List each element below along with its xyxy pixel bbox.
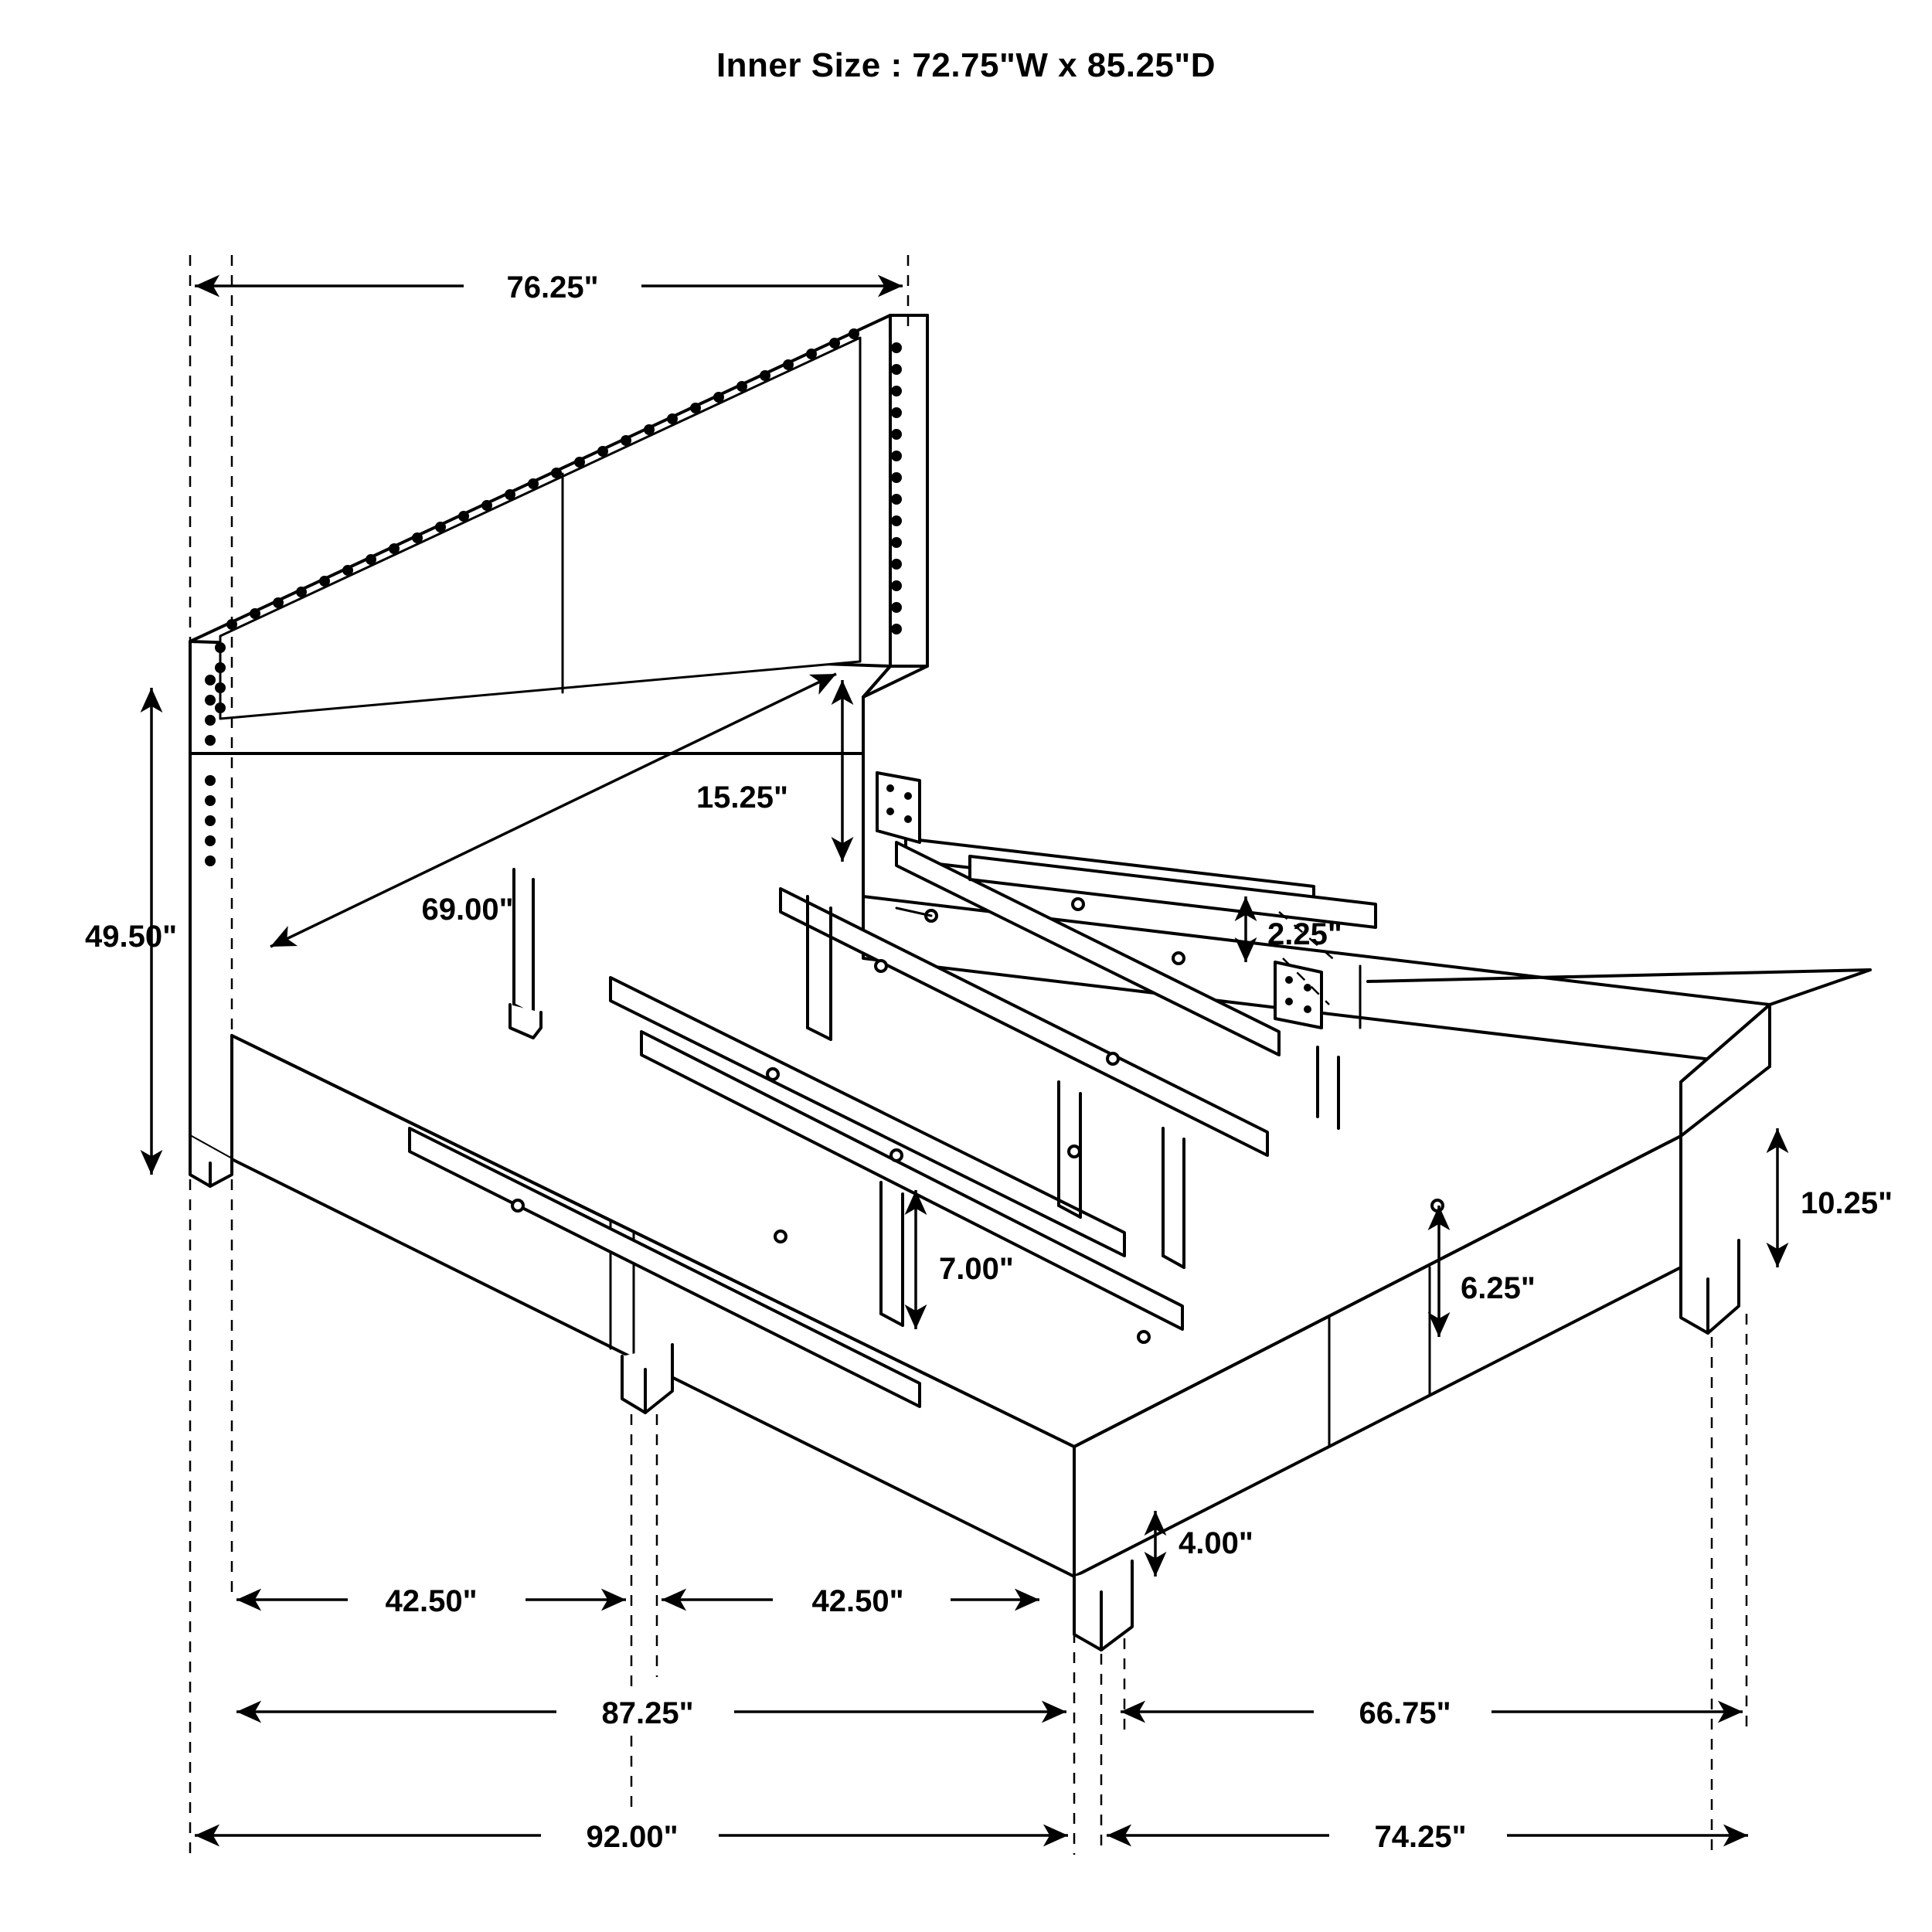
label-7-00: 7.00": [939, 1252, 1014, 1286]
label-69-00: 69.00": [421, 893, 514, 927]
label-42-50-right: 42.50": [811, 1584, 904, 1618]
label-15-25: 15.25": [696, 781, 788, 815]
label-42-50-left: 42.50": [385, 1584, 478, 1618]
label-2-25: 2.25": [1267, 917, 1342, 951]
label-4-00: 4.00": [1179, 1526, 1253, 1560]
label-92-00: 92.00": [586, 1820, 679, 1854]
label-66-75: 66.75": [1359, 1696, 1451, 1730]
label-74-25: 74.25": [1374, 1820, 1467, 1854]
bed-illustration: [190, 315, 1870, 1650]
page-title: Inner Size : 72.75"W x 85.25"D: [716, 46, 1216, 84]
label-49-50: 49.50": [85, 920, 178, 954]
label-10-25: 10.25": [1801, 1186, 1893, 1220]
label-6-25: 6.25": [1461, 1271, 1536, 1305]
label-76-25: 76.25": [506, 270, 599, 304]
label-87-25: 87.25": [601, 1696, 694, 1730]
